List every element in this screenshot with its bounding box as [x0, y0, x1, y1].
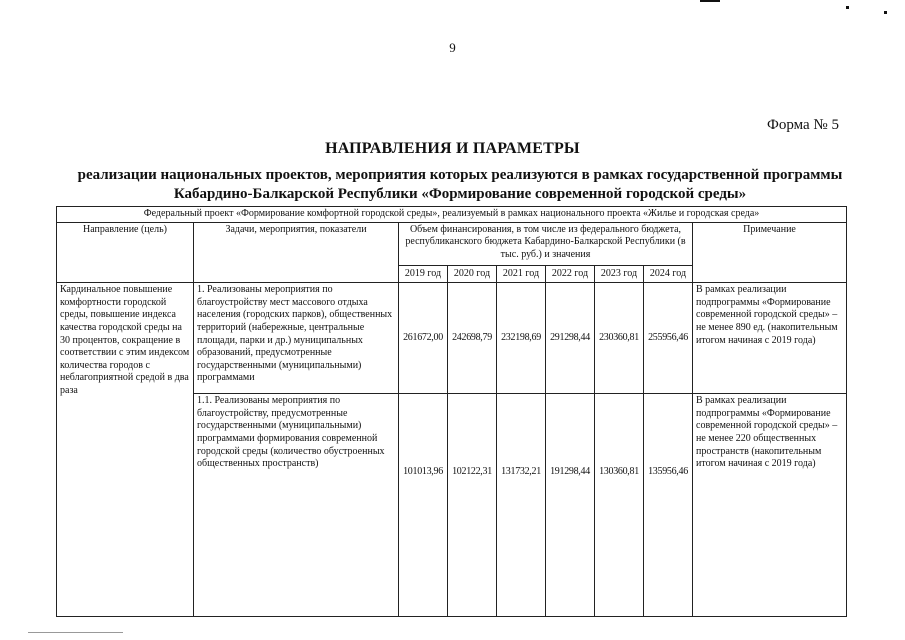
value-cell: 261672,00 — [399, 283, 448, 394]
header-row — [57, 222, 847, 265]
scan-dot — [846, 6, 849, 9]
value-cell: 135956,46 — [644, 394, 693, 617]
value-cell: 255956,46 — [644, 283, 693, 394]
note-cell: В рамках реализации подпрограммы «Формирование современной городской среды» – не менее 890 ед. (накопительным итогом начиная с 2019 года) — [693, 283, 847, 394]
parameters-table — [56, 206, 847, 617]
page-number: 9 — [449, 40, 456, 55]
scan-mark — [28, 632, 123, 633]
task-cell: 1.1. Реализованы мероприятия по благоустройству, предусмотренные государственными (муниципальными) программами формирования современной городской среды (количество обустроенных общественных пространств) — [194, 394, 399, 617]
table-row — [57, 283, 847, 394]
value-cell: 191298,44 — [546, 394, 595, 617]
header-direction: Направление (цель) — [57, 222, 194, 283]
scan-dot — [884, 11, 887, 14]
value-cell: 232198,69 — [497, 283, 546, 394]
direction-cell: Кардинальное повышение комфортности городской среды, повышение индекса качества городской среды на 30 процентов, сокращение в соответствии с этим индексом количества городов с неблагоприятной средой в два раза — [57, 283, 194, 617]
header-note: Примечание — [693, 222, 847, 283]
value-cell: 291298,44 — [546, 283, 595, 394]
header-funding: Объем финансирования, в том числе из федерального бюджета, республиканского бюджета Кабардино-Балкарской Республики (в тыс. руб.) и значения — [399, 222, 693, 265]
form-label: Форма № 5 — [767, 117, 839, 133]
value-cell: 130360,81 — [595, 394, 644, 617]
year-header: 2021 год — [497, 265, 546, 283]
value-cell: 131732,21 — [497, 394, 546, 617]
year-header: 2024 год — [644, 265, 693, 283]
project-caption-row — [57, 207, 847, 223]
document-subtitle: реализации национальных проектов, мероприятия которых реализуются в рамках государственной программы Кабардино-Балкарской Республики «Формирование современной городской среды» — [77, 167, 843, 202]
year-header: 2023 год — [595, 265, 644, 283]
value-cell: 230360,81 — [595, 283, 644, 394]
year-header: 2022 год — [546, 265, 595, 283]
year-header: 2019 год — [399, 265, 448, 283]
year-header: 2020 год — [448, 265, 497, 283]
task-cell: 1. Реализованы мероприятия по благоустройству мест массового отдыха населения (городских парков), общественных территорий (набережные, центральные площади, парки и др.) муниципальных образований, предусмотренные государственными (муниципальными) программами — [194, 283, 399, 394]
value-cell: 242698,79 — [448, 283, 497, 394]
document-title: НАПРАВЛЕНИЯ И ПАРАМЕТРЫ — [325, 140, 580, 157]
header-tasks: Задачи, мероприятия, показатели — [194, 222, 399, 283]
note-cell: В рамках реализации подпрограммы «Формирование современной городской среды» – не менее 220 общественных пространств (накопительным итогом начиная с 2019 года) — [693, 394, 847, 617]
project-caption: Федеральный проект «Формирование комфортной городской среды», реализуемый в рамках национального проекта «Жилье и городская среда» — [57, 207, 847, 223]
scan-mark — [700, 0, 720, 2]
value-cell: 102122,31 — [448, 394, 497, 617]
value-cell: 101013,96 — [399, 394, 448, 617]
